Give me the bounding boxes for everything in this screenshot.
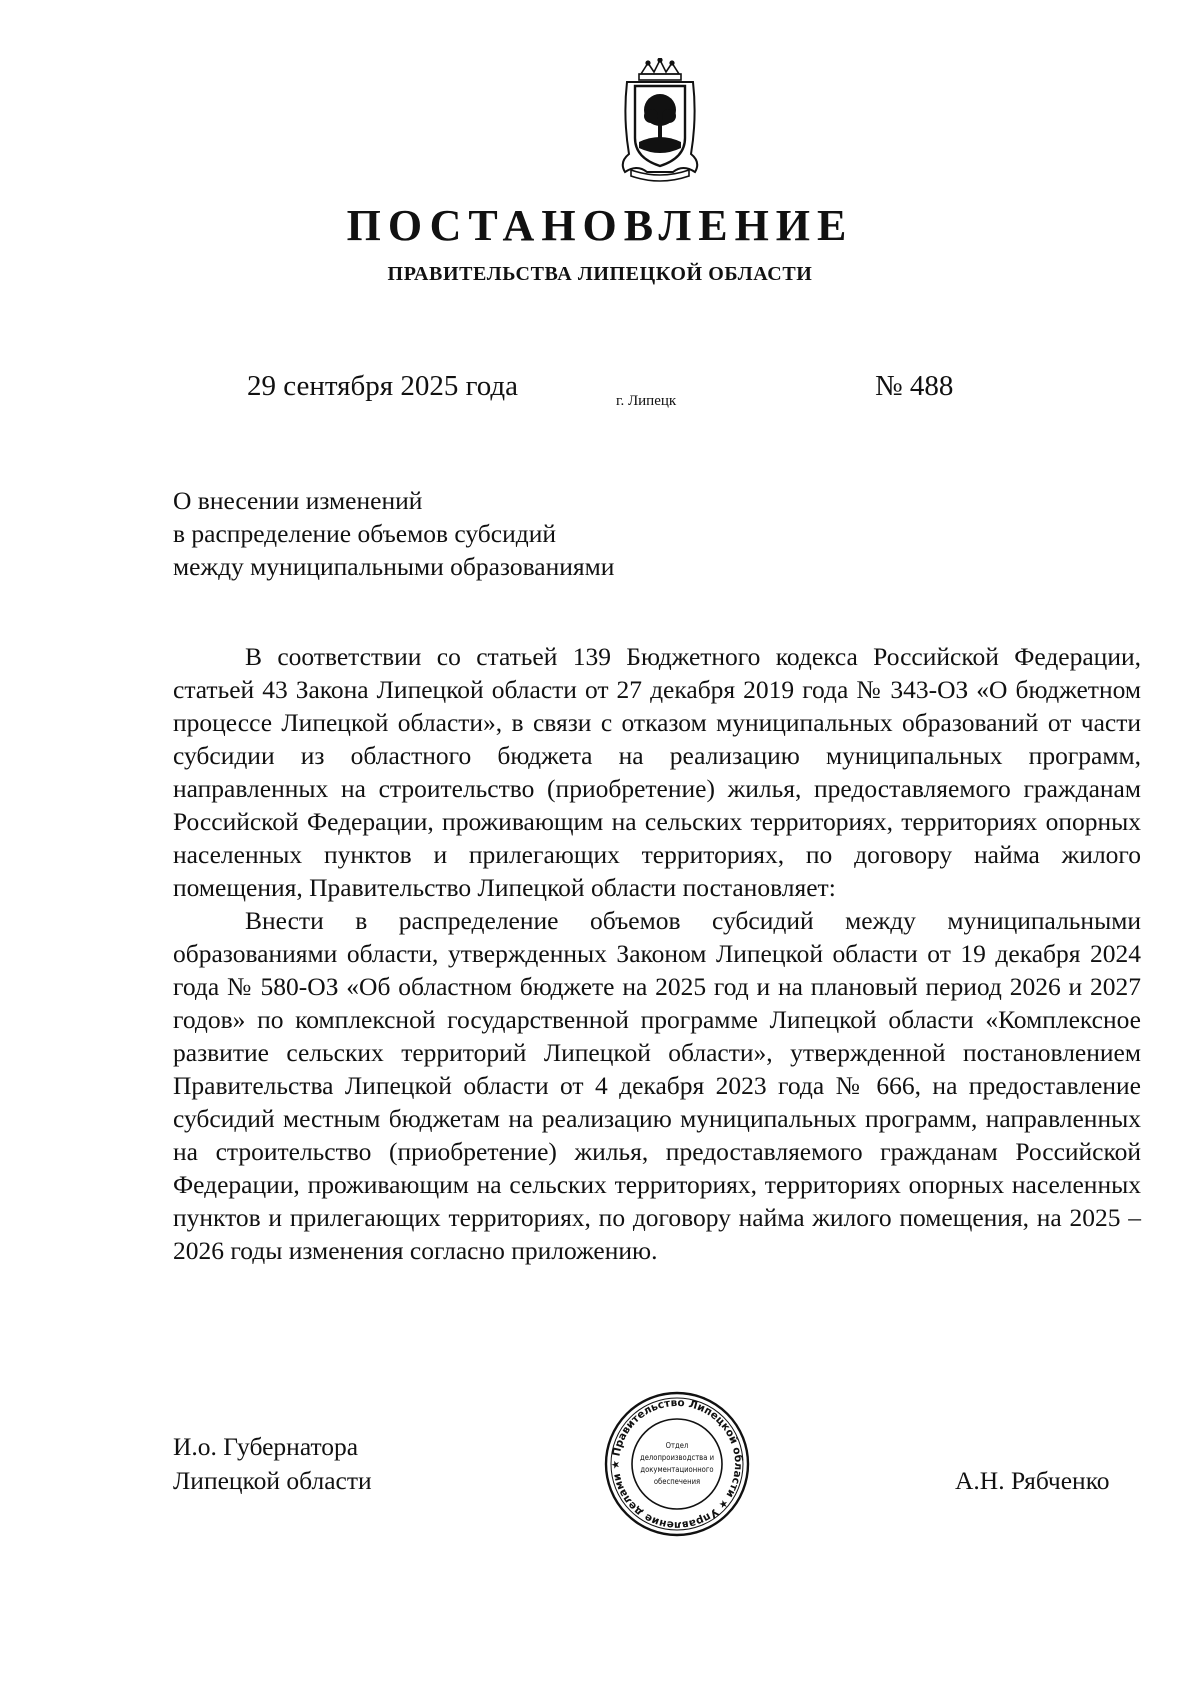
seal-inner-line: обеспечения [653,1477,701,1486]
coat-of-arms-icon [617,58,703,184]
document-number: № 488 [875,370,954,402]
issuing-authority: ПРАВИТЕЛЬСТВА ЛИПЕЦКОЙ ОБЛАСТИ [387,263,813,285]
document-title: ПОСТАНОВЛЕНИЕ [346,201,854,250]
signer-position-line: И.о. Губернатора [173,1432,359,1461]
seal-inner-line: делопроизводства и [639,1453,715,1462]
document-city: г. Липецк [616,393,677,409]
seal-inner-line: документационного [640,1465,714,1474]
signer-name: А.Н. Рябченко [955,1466,1110,1495]
signer-position-line: Липецкой области [173,1466,372,1495]
document-subject [173,484,873,583]
subject-line: О внесении изменений [173,486,423,515]
signer-position [173,1430,372,1498]
document-date: 29 сентября 2025 года [247,370,519,402]
subject-line: между муниципальными образованиями [173,552,615,581]
subject-line: в распределение объемов субсидий [173,519,556,548]
seal-inner-line: Отдел [665,1441,689,1450]
document-body [173,640,1141,1267]
body-paragraph: Внести в распределение объемов субсидий между муниципальными образованиями области, утвержденных Законом Липецкой области от 19 декабря 2024 года № 580-ОЗ «Об областном бюджете на 2025 год и на плановый период 2026 и 2027 годов» по комплексной государственной программе Липецкой области «Комплексное развитие сельских территорий Липецкой области», утвержденной постановлением Правительства Липецкой области от 4 декабря 2023 года № 666, на предоставление субсидий местным бюджетам на реализацию муниципальных программ, направленных на строительство (приобретение) жилья, предоставляемого гражданам Российской Федерации, проживающим на сельских территориях, территориях опорных населенных пунктов и прилегающих территориях, по договору найма жилого помещения, на 2025 – 2026 годы изменения согласно приложению. [173,906,1141,1265]
official-seal-icon [603,1390,751,1538]
seal-outer-text: Правительство Липецкой области ★ Управление делами ★ [609,1396,745,1532]
body-paragraph: В соответствии со статьей 139 Бюджетного кодекса Российской Федерации, статьей 43 Закона Липецкой области от 27 декабря 2019 года № 343-ОЗ «О бюджетном процессе Липецкой области», в связи с отказом муниципальных образований от части субсидии из областного бюджета на реализацию муниципальных программ, направленных на строительство (приобретение) жилья, предоставляемого гражданам Российской Федерации, проживающим на сельских территориях, территориях опорных населенных пунктов и прилегающих территориях, по договору найма жилого помещения, Правительство Липецкой области постановляет: [173,642,1141,902]
